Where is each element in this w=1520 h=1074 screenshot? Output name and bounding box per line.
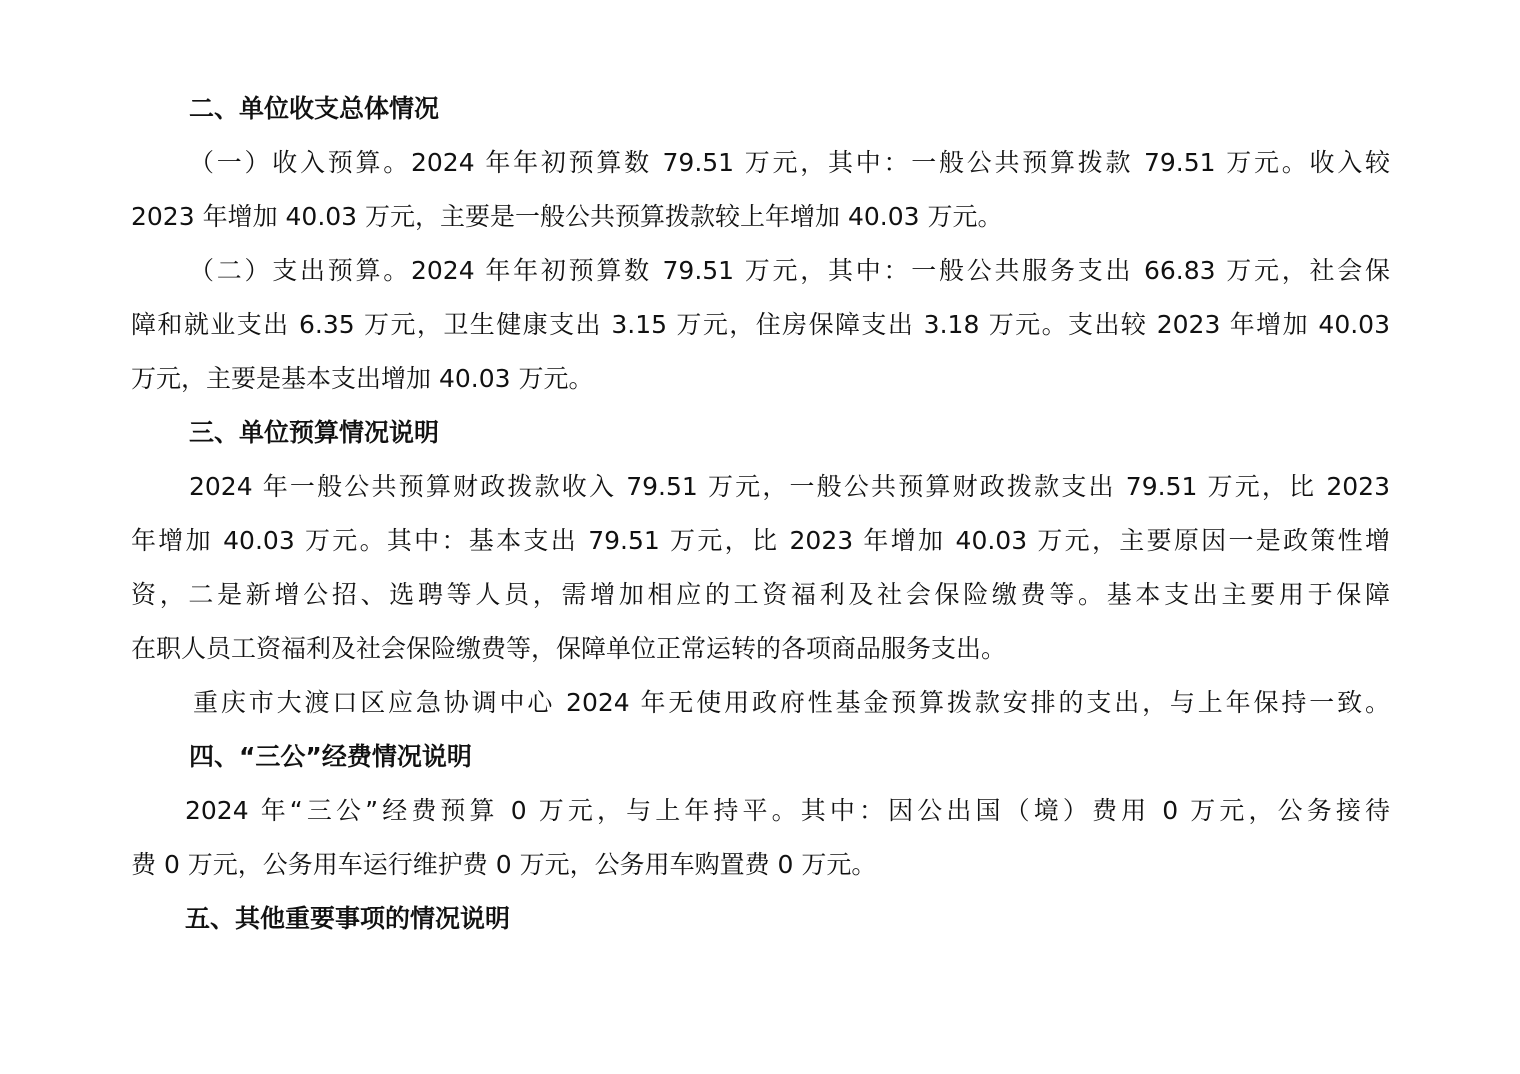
section-heading-three-public: 四、“三公”经费情况说明 [189,742,472,771]
three-public-line-2: 费 0 万元，公务用车运行维护费 0 万元，公务用车购置费 0 万元。 [131,850,877,879]
expense-budget-line-1: （二）支出预算。2024 年年初预算数 79.51 万元，其中：一般公共服务支出 66.83 万元，社会保 [189,256,1390,285]
budget-paragraph-line-4: 在职人员工资福利及社会保险缴费等，保障单位正常运转的各项商品服务支出。 [131,634,1007,663]
income-budget-line-2: 2023 年增加 40.03 万元，主要是一般公共预算拨款较上年增加 40.03 万元。 [131,202,1003,231]
expense-budget-line-3: 万元，主要是基本支出增加 40.03 万元。 [131,364,594,393]
budget-paragraph-line-2: 年增加 40.03 万元。其中：基本支出 79.51 万元，比 2023 年增加 40.03 万元，主要原因一是政策性增 [131,526,1390,555]
section-heading-budget: 三、单位预算情况说明 [189,418,440,447]
three-public-line-1: 2024 年“三公”经费预算 0 万元，与上年持平。其中：因公出国（境）费用 0 万元，公务接待 [185,796,1390,825]
document-page [131,82,1390,946]
budget-paragraph-line-1: 2024 年一般公共预算财政拨款收入 79.51 万元，一般公共预算财政拨款支出 79.51 万元，比 2023 [189,472,1390,501]
expense-budget-line-2: 障和就业支出 6.35 万元，卫生健康支出 3.15 万元，住房保障支出 3.18 万元。支出较 2023 年增加 40.03 [131,310,1390,339]
section-heading-other-matters: 五、其他重要事项的情况说明 [185,904,511,933]
fund-budget-paragraph: 重庆市大渡口区应急协调中心 2024 年无使用政府性基金预算拨款安排的支出，与上年保持一致。 [193,688,1390,717]
income-budget-line-1: （一）收入预算。2024 年年初预算数 79.51 万元，其中：一般公共预算拨款 79.51 万元。收入较 [189,148,1390,177]
section-heading-overall: 二、单位收支总体情况 [189,94,440,123]
budget-paragraph-line-3: 资，二是新增公招、选聘等人员，需增加相应的工资福利及社会保险缴费等。基本支出主要用于保障 [131,580,1390,609]
